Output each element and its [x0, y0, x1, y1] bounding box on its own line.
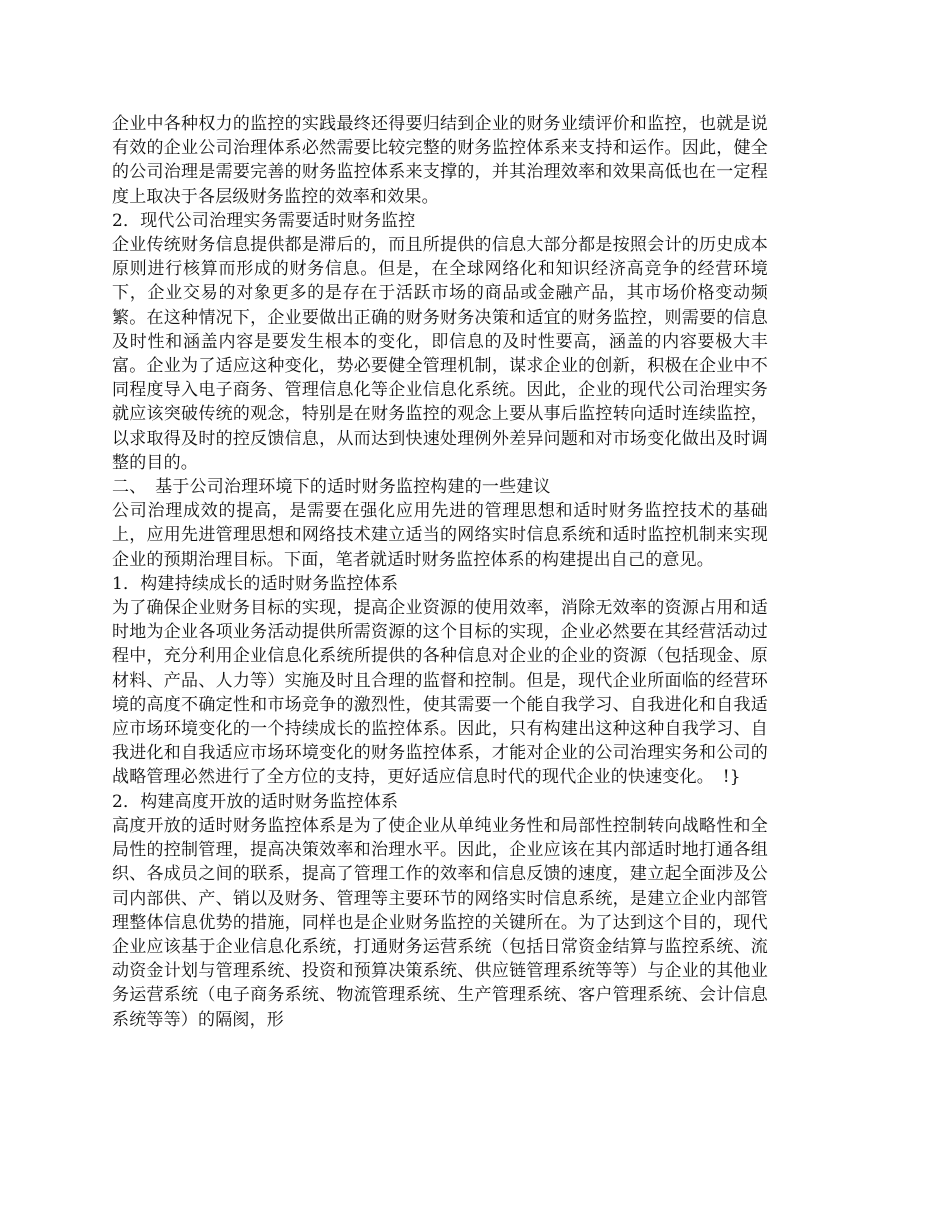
- paragraph-body-2: 企业传统财务信息提供都是滞后的，而且所提供的信息大部分都是按照会计的历史成本原则进行核算而形成的财务信息。但是，在全球网络化和知识经济高竞争的经营环境下，企业交易的对象更多的是存在于活跃市场的商品或金融产品，其市场价格变动频繁。在这种情况下，企业要做出正确的财务财务决策和适宜的财务监控，则需要的信息及时性和涵盖内容是要发生根本的变化，即信息的及时性要高，涵盖的内容要极大丰富。企业为了适应这种变化，势必要健全管理机制，谋求企业的创新，积极在企业中不同程度导入电子商务、管理信息化等企业信息化系统。因此，企业的现代公司治理实务就应该突破传统的观念，特别是在财务监控的观念上要从事后监控转向适时连续监控，以求取得及时的控反馈信息，从而达到快速处理例外差异问题和对市场变化做出及时调整的目的。: [112, 235, 768, 473]
- paragraph-body-1: 企业中各种权力的监控的实践最终还得要归结到企业的财务业绩评价和监控，也就是说有效的企业公司治理体系必然需要比较完整的财务监控体系来支持和运作。因此，健全的公司治理是需要完善的财务监控体系来支撑的，并其治理效率和效果高低也在一定程度上取决于各层级财务监控的效率和效果。: [112, 114, 768, 207]
- heading-section-two: 二、 基于公司治理环境下的适时财务监控构建的一些建议: [112, 477, 551, 498]
- paragraph-body-4: 为了确保企业财务目标的实现，提高企业资源的使用效率，消除无效率的资源占用和适时地为企业各项业务活动提供所需资源的这个目标的实现，企业必然要在其经营活动过程中，充分利用企业信息化系统所提供的各种信息对企业的企业的资源（包括现金、原材料、产品、人力等）实施及时且合理的监督和控制。但是，现代企业所面临的经营环境的高度不确定性和市场竞争的激烈性，使其需要一个能自我学习、自我进化和自我适应市场环境变化的一个持续成长的监控体系。因此，只有构建出这种这种自我学习、自我进化和自我适应市场环境变化的财务监控体系，才能对企业的公司治理实务和公司的战略管理必然进行了全方位的支持，更好适应信息时代的现代企业的快速变化。 !}: [112, 598, 768, 788]
- document-page: [112, 112, 768, 1032]
- paragraph-body-5: 高度开放的适时财务监控体系是为了使企业从单纯业务性和局部性控制转向战略性和全局性的控制管理，提高决策效率和治理水平。因此，企业应该在其内部适时地打通各组织、各成员之间的联系，提高了管理工作的效率和信息反馈的速度，建立起全面涉及公司内部供、产、销以及财务、管理等主要环节的网络实时信息系统，是建立企业内部管理整体信息优势的措施，同样也是企业财务监控的关键所在。为了达到这个目的，现代企业应该基于企业信息化系统，打通财务运营系统（包括日常资金结算与监控系统、流动资金计划与管理系统、投资和预算决策系统、供应链管理系统等等）与企业的其他业务运营系统（电子商务系统、物流管理系统、生产管理系统、客户管理系统、会计信息系统等等）的隔阂，形: [112, 815, 768, 1030]
- heading-open-system: 2．构建高度开放的适时财务监控体系: [112, 791, 399, 812]
- paragraph-body-3: 公司治理成效的提高，是需要在强化应用先进的管理思想和适时财务监控技术的基础上，应用先进管理思想和网络技术建立适当的网络实时信息系统和适时监控机制来实现企业的预期治理目标。下面，笔者就适时财务监控体系的构建提出自己的意见。: [112, 501, 768, 570]
- heading-realtime-monitoring-need: 2．现代公司治理实务需要适时财务监控: [112, 210, 416, 231]
- heading-sustained-growth-system: 1．构建持续成长的适时财务监控体系: [112, 573, 399, 594]
